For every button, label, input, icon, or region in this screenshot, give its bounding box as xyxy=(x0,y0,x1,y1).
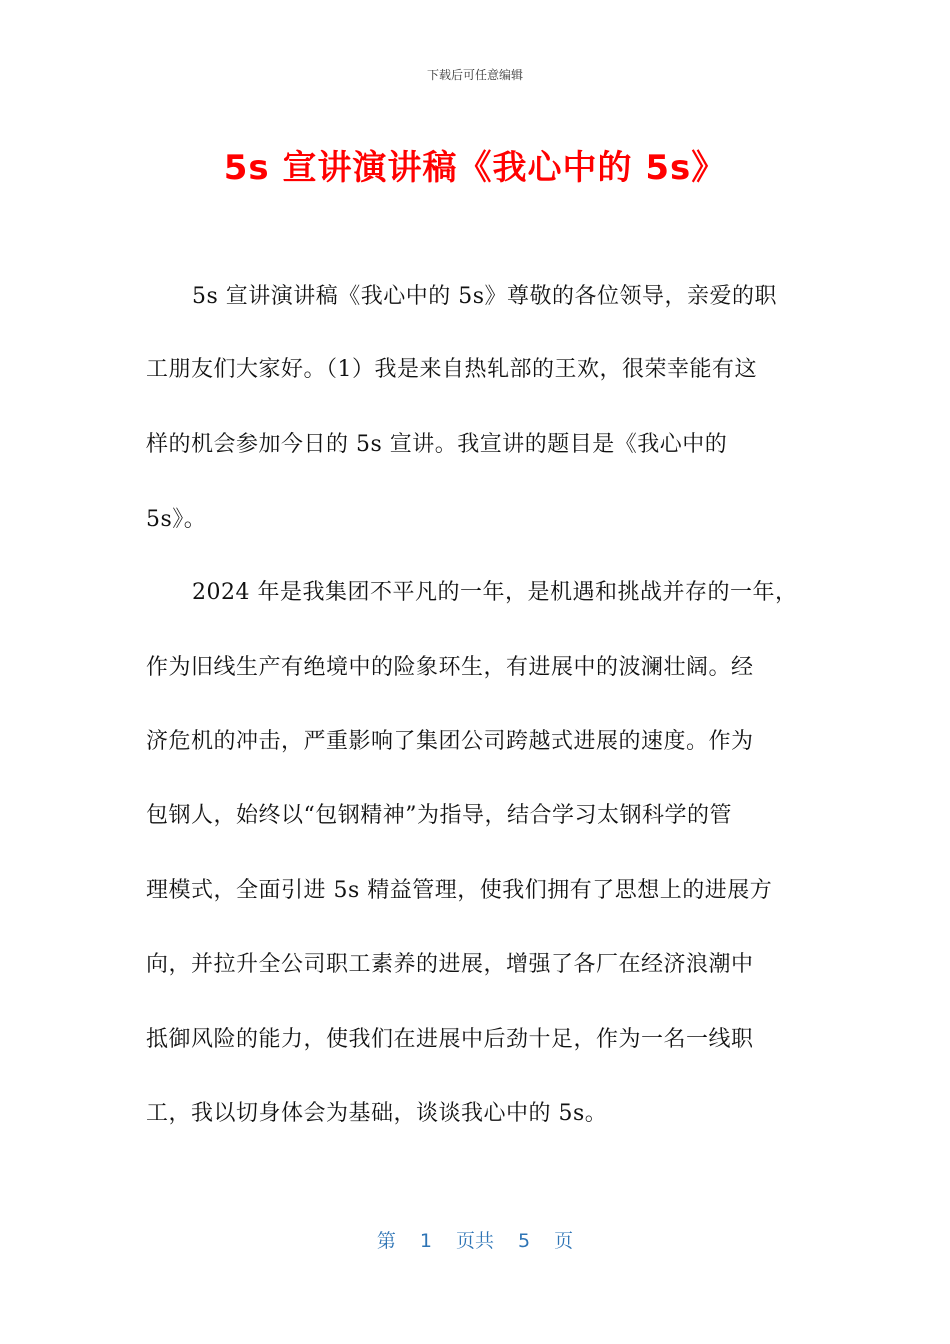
text-line: 5s 宣讲演讲稿《我心中的 5s》尊敬的各位领导，亲爱的职 xyxy=(192,284,778,309)
text-line: 包钢人，始终以“包钢精神”为指导，结合学习太钢科学的管 xyxy=(146,803,732,828)
text-line: 向，并拉升全公司职工素养的进展，增强了各厂在经济浪潮中 xyxy=(146,952,754,977)
footer-suffix: 页 xyxy=(554,1230,574,1252)
page-total: 5 xyxy=(518,1230,531,1252)
text-line: 工朋友们大家好。（1）我是来自热轧部的王欢，很荣幸能有这 xyxy=(146,357,757,382)
header-note: 下载后可任意编辑 xyxy=(426,68,523,82)
text-line: 工，我以切身体会为基础，谈谈我心中的 5s。 xyxy=(146,1101,608,1126)
text-line: 2024 年是我集团不平凡的一年，是机遇和挑战并存的一年， xyxy=(192,580,798,605)
text-line: 抵御风险的能力，使我们在进展中后劲十足，作为一名一线职 xyxy=(146,1027,754,1052)
text-line: 作为旧线生产有绝境中的险象环生，有进展中的波澜壮阔。经 xyxy=(146,655,754,680)
page-footer xyxy=(0,1226,950,1253)
text-line: 理模式，全面引进 5s 精益管理，使我们拥有了思想上的进展方 xyxy=(146,878,773,903)
footer-mid: 页共 xyxy=(455,1230,494,1252)
document-title: 5s 宣讲演讲稿《我心中的 5s》 xyxy=(223,148,727,188)
footer-prefix: 第 xyxy=(376,1230,396,1252)
text-line: 济危机的冲击，严重影响了集团公司跨越式进展的速度。作为 xyxy=(146,729,754,754)
text-line: 样的机会参加今日的 5s 宣讲。我宣讲的题目是《我心中的 xyxy=(146,432,728,457)
page-current: 1 xyxy=(419,1230,432,1252)
text-line: 5s》。 xyxy=(146,507,207,532)
